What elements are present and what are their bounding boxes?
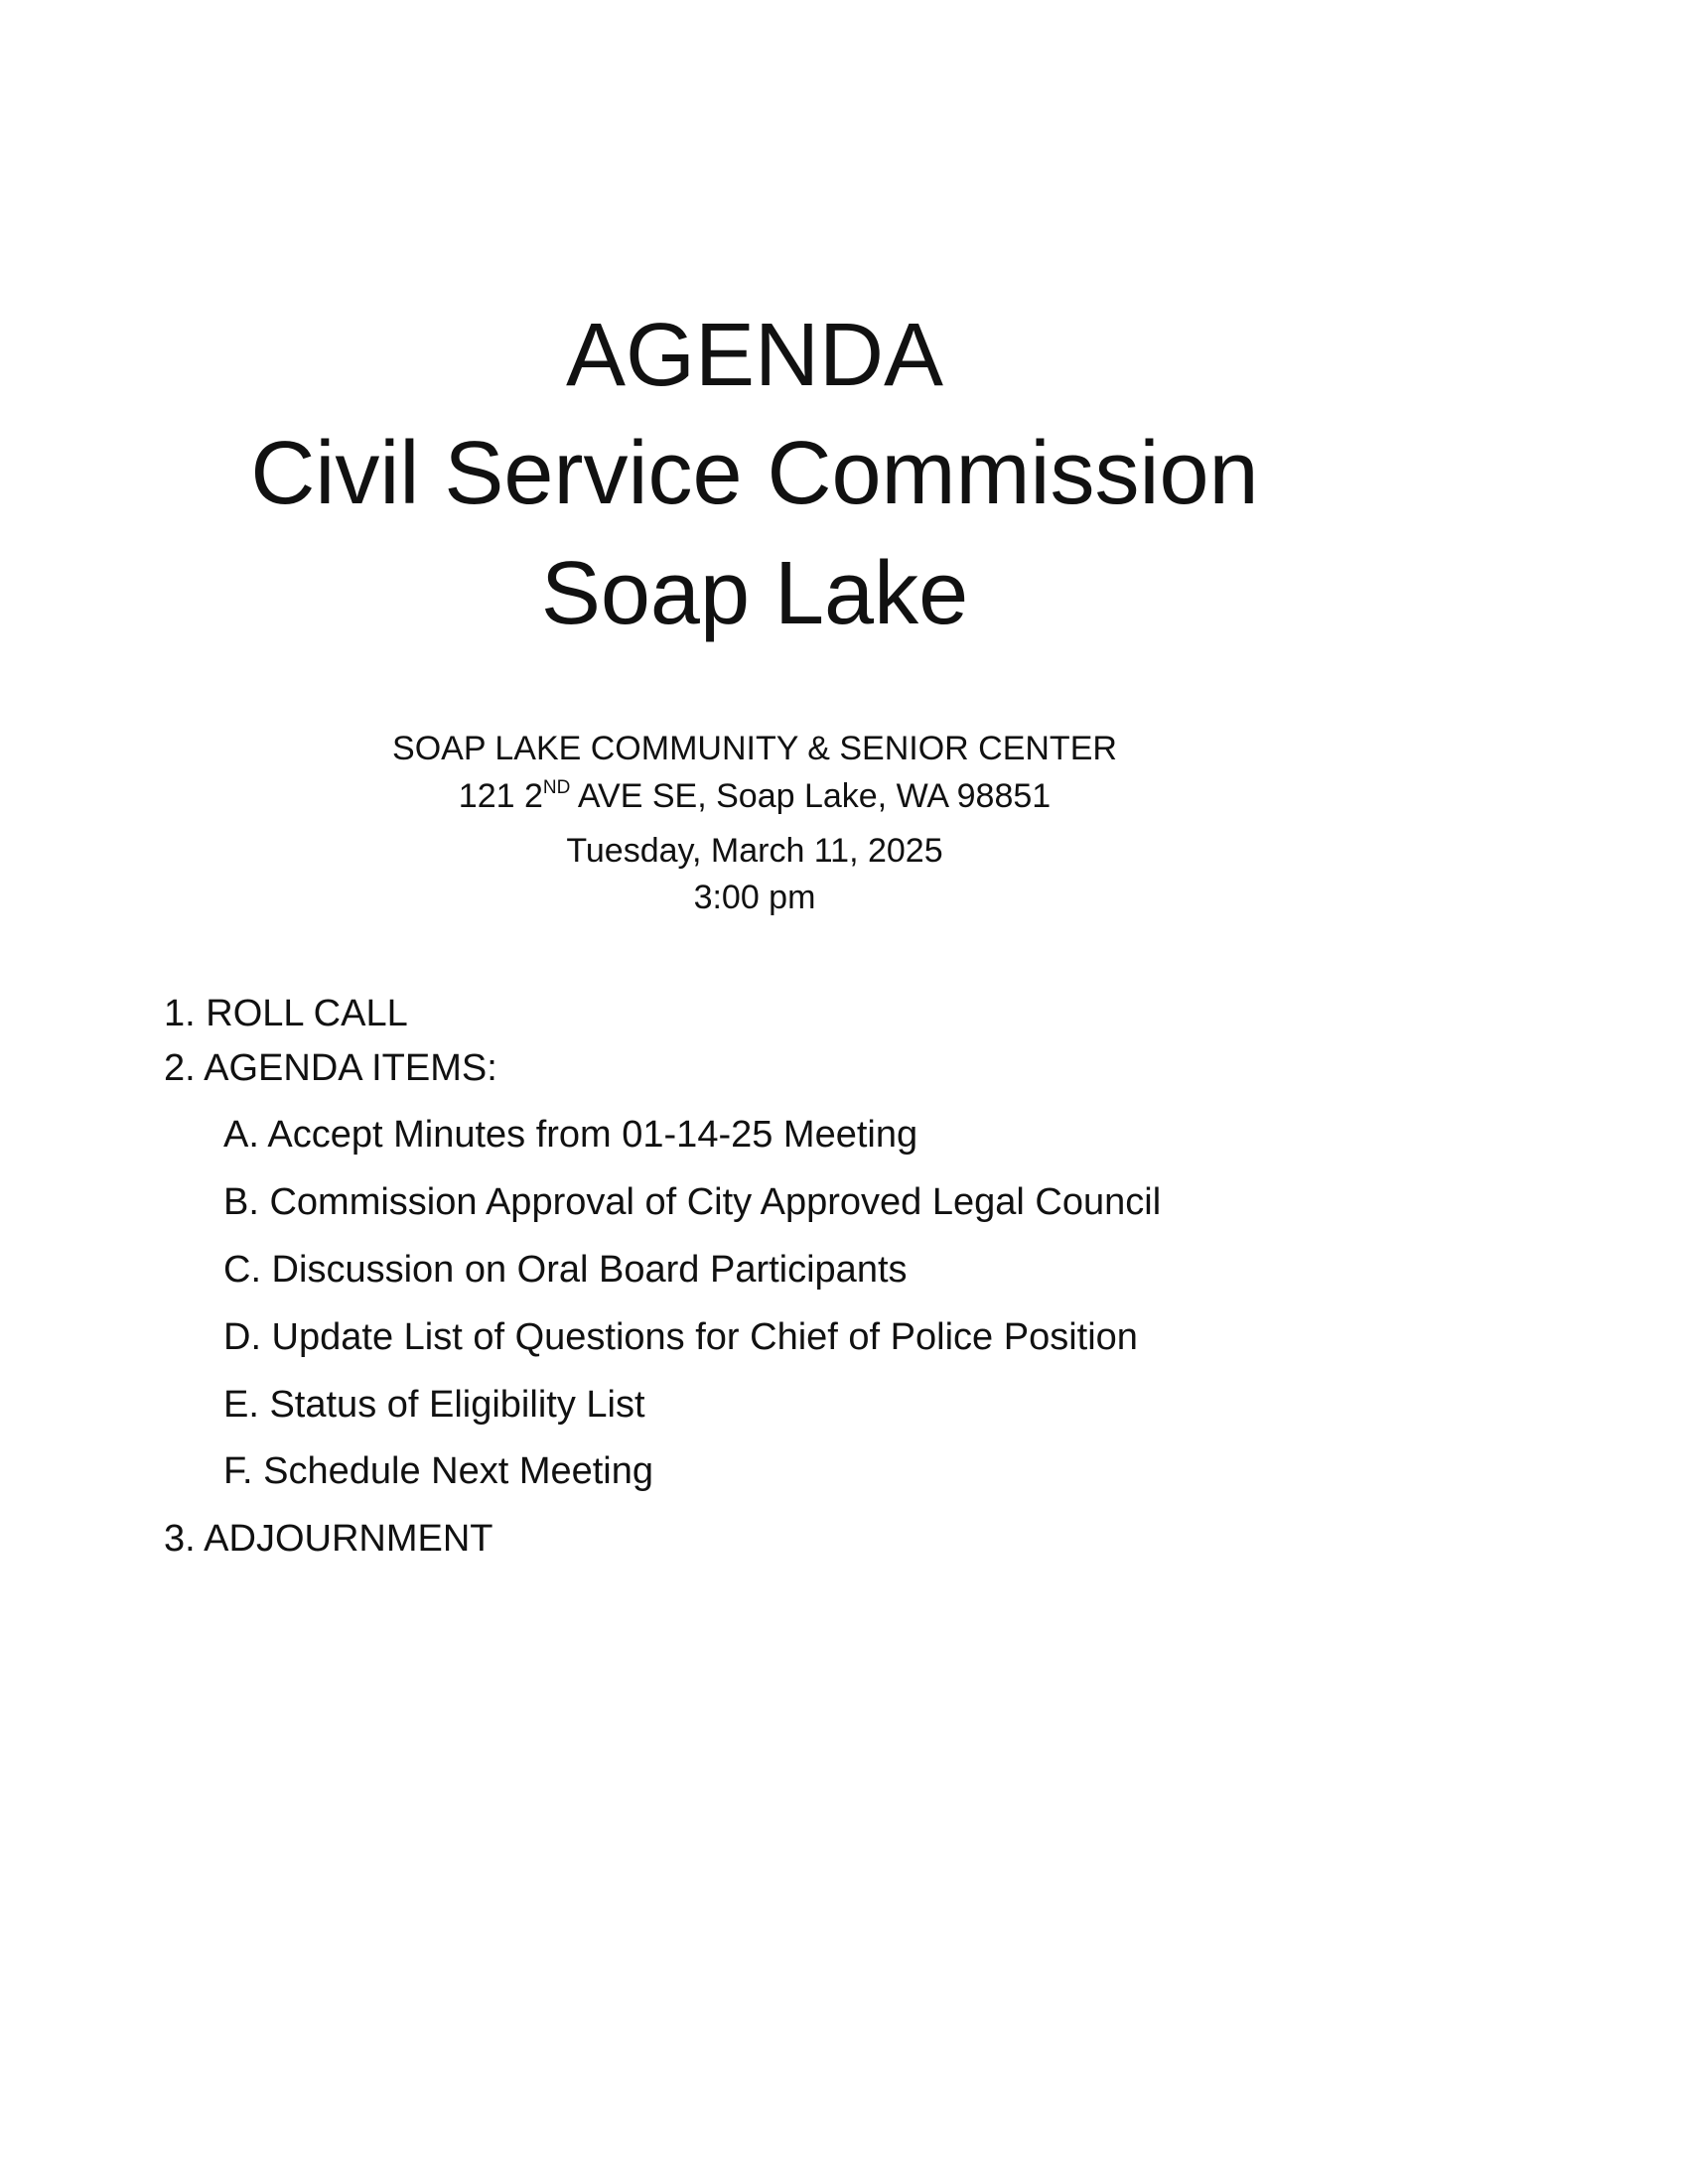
- meeting-time: 3:00 pm: [693, 879, 816, 916]
- meeting-address: [0, 779, 1509, 813]
- commission-title: Civil Service Commission: [250, 424, 1259, 523]
- agenda-items-heading: 2. AGENDA ITEMS:: [164, 1047, 497, 1089]
- city-title: Soap Lake: [540, 544, 969, 643]
- agenda-title: AGENDA: [565, 306, 944, 405]
- agenda-subitem-c: C. Discussion on Oral Board Participants: [223, 1249, 908, 1291]
- roll-call-item: 1. ROLL CALL: [164, 993, 408, 1034]
- meeting-location: SOAP LAKE COMMUNITY & SENIOR CENTER: [392, 730, 1117, 767]
- address-rest: AVE SE, Soap Lake, WA 98851: [570, 777, 1052, 815]
- agenda-subitem-f: F. Schedule Next Meeting: [223, 1450, 654, 1492]
- adjournment-item: 3. ADJOURNMENT: [164, 1518, 493, 1560]
- agenda-subitem-b: B. Commission Approval of City Approved Legal Council: [223, 1181, 1162, 1223]
- agenda-subitem-d: D. Update List of Questions for Chief of Police Position: [223, 1316, 1138, 1358]
- agenda-subitem-e: E. Status of Eligibility List: [223, 1384, 645, 1426]
- address-number: 121 2: [458, 777, 543, 815]
- agenda-subitem-a: A. Accept Minutes from 01-14-25 Meeting: [223, 1114, 918, 1156]
- address-superscript: ND: [542, 777, 571, 798]
- meeting-date: Tuesday, March 11, 2025: [566, 832, 943, 870]
